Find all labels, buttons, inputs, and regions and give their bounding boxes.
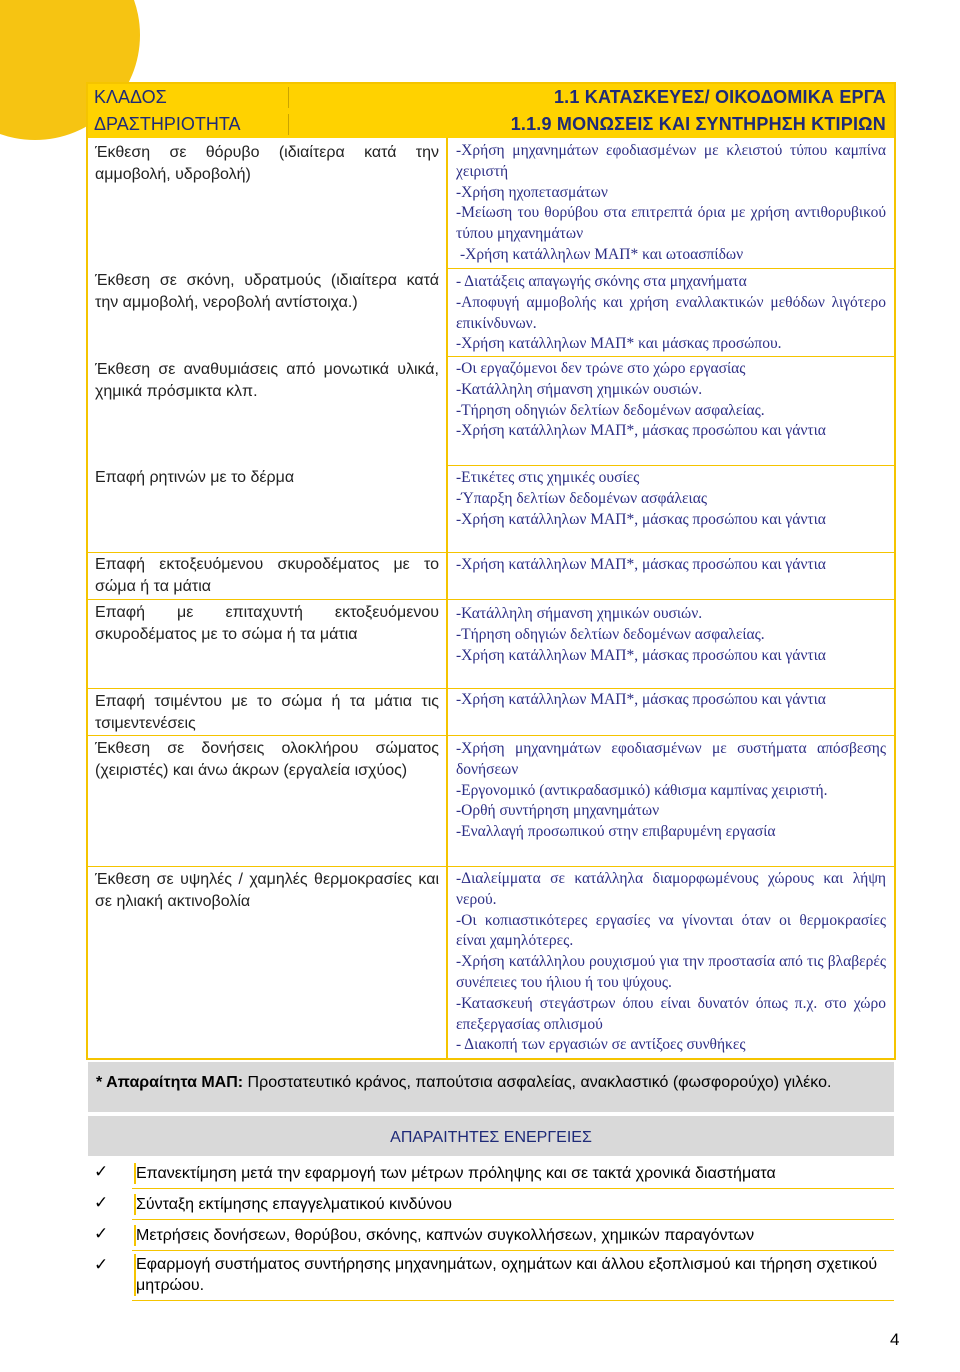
action-separator — [132, 1300, 894, 1301]
row-separator — [88, 866, 446, 867]
column-divider — [446, 138, 448, 1058]
measure-line: -Χρήση κατάλληλων ΜΑΠ* και ωτοασπίδων — [460, 245, 744, 263]
row-separator — [88, 688, 446, 689]
measure-line: -Ορθή συντήρηση μηχανημάτων — [456, 802, 660, 820]
checkmark-icon: ✓ — [94, 1255, 109, 1274]
row-separator — [446, 268, 896, 269]
ppe-note — [88, 1062, 894, 1112]
measure-line: -Χρήση ηχοπετασμάτων — [456, 183, 608, 201]
measure-line: -Χρήση μηχανημάτων εφοδιασμένων με συστήματα απόσβεσης δονήσεων — [456, 740, 886, 778]
hazard-cell: Έκθεση σε θόρυβο (ιδιαίτερα κατά την αμμοβολή, υδροβολή) — [95, 144, 439, 183]
action-separator — [132, 1219, 894, 1220]
measures-cell — [456, 555, 886, 576]
action-item — [88, 1161, 894, 1185]
measure-line: -Κατάλληλη σήμανση χημικών ουσιών. — [456, 380, 703, 398]
row-separator — [88, 552, 446, 553]
measure-line: -Χρήση μηχανημάτων εφοδιασμένων με κλειστού τύπου καμπίνα χειριστή — [456, 142, 886, 180]
row-separator — [446, 735, 896, 736]
measure-line: -Οι κοπιαστικότερες εργασίες να γίνονται όταν οι θερμοκρασίες είναι χαμηλότερες. — [456, 911, 886, 950]
measure-line: - Διατάξεις απαγωγής σκόνης στα μηχανήματα — [456, 273, 747, 290]
measure-line: -Εργονομικό (αντικραδασμικό) κάθισμα καμπίνας χειριστή. — [456, 781, 828, 799]
sector-value: 1.1 ΚΑΤΑΣΚΕΥΕΣ/ ΟΙΚΟΔΟΜΙΚΑ ΕΡΓΑ — [553, 87, 886, 107]
checkmark-icon: ✓ — [94, 1193, 109, 1212]
page-number: 4 — [890, 1330, 900, 1349]
activity-label: ΔΡΑΣΤΗΡΙΟΤΗΤΑ — [94, 114, 241, 134]
measure-line: -Χρήση κατάλληλων ΜΑΠ*, μάσκας προσώπου και γάντια — [456, 556, 826, 573]
measures-cell — [456, 690, 886, 711]
hazard-cell: Επαφή ρητινών με το δέρμα — [95, 469, 295, 486]
measure-line: -Χρήση κατάλληλων ΜΑΠ*, μάσκας προσώπου και γάντια — [456, 510, 826, 528]
measure-line: -Ύπαρξη δελτίων δεδομένων ασφάλειας — [456, 489, 707, 507]
measure-line: -Οι εργαζόμενοι δεν τρώνε στο χώρο εργασίας — [456, 360, 746, 377]
checkmark-icon: ✓ — [94, 1162, 109, 1181]
action-separator — [132, 1250, 894, 1251]
action-item — [88, 1254, 894, 1300]
row-separator — [446, 465, 896, 466]
action-item — [88, 1192, 894, 1216]
measure-line: -Χρήση κατάλληλων ΜΑΠ*, μάσκας προσώπου και γάντια — [456, 646, 826, 664]
measure-line: -Διαλείμματα σε κατάλληλα διαμορφωμένους χώρους και λήψη νερού. — [456, 870, 886, 908]
measure-line: - Διακοπή των εργασιών σε αντίξοες συνθήκες — [456, 1036, 746, 1054]
ppe-note-label: * Απαραίτητα ΜΑΠ: — [96, 1074, 244, 1091]
action-text: Επανεκτίμηση μετά την εφαρμογή των μέτρων πρόληψης και σε τακτά χρονικά διαστήματα — [134, 1163, 892, 1184]
measures-cell — [456, 141, 886, 266]
hazard-cell: Έκθεση σε σκόνη, υδρατμούς (ιδιαίτερα κατά την αμμοβολή, νεροβολή αντίστοιχα.) — [95, 272, 439, 311]
checkmark-icon: ✓ — [94, 1224, 109, 1243]
row-separator — [88, 599, 446, 600]
hazard-cell: Έκθεση σε δονήσεις ολοκλήρου σώματος (χειριστές) και άνω άκρων (εργαλεία ισχύος) — [95, 740, 439, 779]
measure-line: -Κατασκευή στεγάστρων όπου είναι δυνατόν όπως π.χ. στο χώρο επεξεργασίας οπλισμού — [456, 994, 886, 1033]
actions-title: ΑΠΑΡΑΙΤΗΤΕΣ ΕΝΕΡΓΕΙΕΣ — [88, 1116, 894, 1156]
action-text: Εφαρμογή συστήματος συντήρησης μηχανημάτων, οχημάτων και άλλου εξοπλισμού και τήρηση σχετικού μητρώου. — [134, 1254, 892, 1296]
measures-cell — [456, 272, 886, 355]
row-separator — [446, 356, 896, 357]
measures-cell — [456, 739, 886, 843]
row-separator — [446, 866, 896, 867]
action-text: Μετρήσεις δονήσεων, θορύβου, σκόνης, καπνών συγκολλήσεων, χημικών παραγόντων — [134, 1225, 892, 1246]
action-separator — [132, 1188, 894, 1189]
measures-cell — [456, 604, 886, 666]
hazard-cell: Έκθεση σε υψηλές / χαμηλές θερμοκρασίες και σε ηλιακή ακτινοβολία — [95, 871, 439, 910]
hazard-cell: Έκθεση σε αναθυμιάσεις από μονωτικά υλικά, χημικά πρόσμικτα κλπ. — [95, 361, 439, 400]
measures-cell — [456, 468, 886, 530]
header-row-sector — [88, 84, 894, 111]
sector-label: ΚΛΑΔΟΣ — [94, 87, 167, 107]
header-divider — [288, 87, 289, 108]
measure-line: -Τήρηση οδηγιών δελτίων δεδομένων ασφαλείας. — [456, 625, 765, 643]
measure-line: -Ετικέτες στις χημικές ουσίες — [456, 469, 640, 486]
measure-line: -Τήρηση οδηγιών δελτίων δεδομένων ασφαλείας. — [456, 401, 765, 419]
measure-line: -Χρήση κατάλληλου ρουχισμού για την προστασία από τις βλαβερές συνέπειες του ήλιου ή του ψύχους. — [456, 953, 886, 991]
measure-line: -Αποφυγή αμμοβολής και χρήση εναλλακτικών μεθόδων λιγότερο επικίνδυνων. — [456, 293, 886, 332]
measure-line: -Χρήση κατάλληλων ΜΑΠ*, μάσκας προσώπου και γάντια — [456, 691, 826, 708]
measure-line: -Κατάλληλη σήμανση χημικών ουσιών. — [456, 605, 703, 622]
measure-line: -Μείωση του θορύβου στα επιτρεπτά όρια με χρήση αντιθορυβικού τύπου μηχανημάτων — [456, 204, 886, 243]
measure-line: -Χρήση κατάλληλων ΜΑΠ* και μάσκας προσώπου. — [456, 335, 782, 353]
row-separator — [88, 735, 446, 736]
row-separator — [446, 688, 896, 689]
action-item — [88, 1223, 894, 1247]
action-text: Σύνταξη εκτίμησης επαγγελματικού κινδύνου — [134, 1194, 892, 1215]
row-separator — [446, 552, 896, 553]
header-row-activity — [88, 111, 894, 138]
measures-cell — [456, 869, 886, 1056]
measures-cell — [456, 359, 886, 442]
row-separator — [446, 599, 896, 600]
header-divider — [288, 114, 289, 135]
hazard-cell: Επαφή με επιταχυντή εκτοξευόμενου σκυροδέματος με το σώμα ή τα μάτια — [95, 604, 439, 643]
measure-line: -Χρήση κατάλληλων ΜΑΠ*, μάσκας προσώπου και γάντια — [456, 422, 826, 440]
ppe-note-text: Προστατευτικό κράνος, παπούτσια ασφαλείας, ανακλαστικό (φωσφορούχο) γιλέκο. — [243, 1074, 832, 1091]
measure-line: -Εναλλαγή προσωπικού στην επιβαρυμένη εργασία — [456, 823, 776, 841]
hazard-cell: Επαφή τσιμέντου με το σώμα ή τα μάτια τις τσιμεντενέσεις — [95, 693, 439, 732]
hazard-cell: Επαφή εκτοξευόμενου σκυροδέματος με το σώμα ή τα μάτια — [95, 556, 439, 595]
activity-value: 1.1.9 ΜΟΝΩΣΕΙΣ ΚΑΙ ΣΥΝΤΗΡΗΣΗ ΚΤΙΡΙΩΝ — [510, 114, 886, 134]
